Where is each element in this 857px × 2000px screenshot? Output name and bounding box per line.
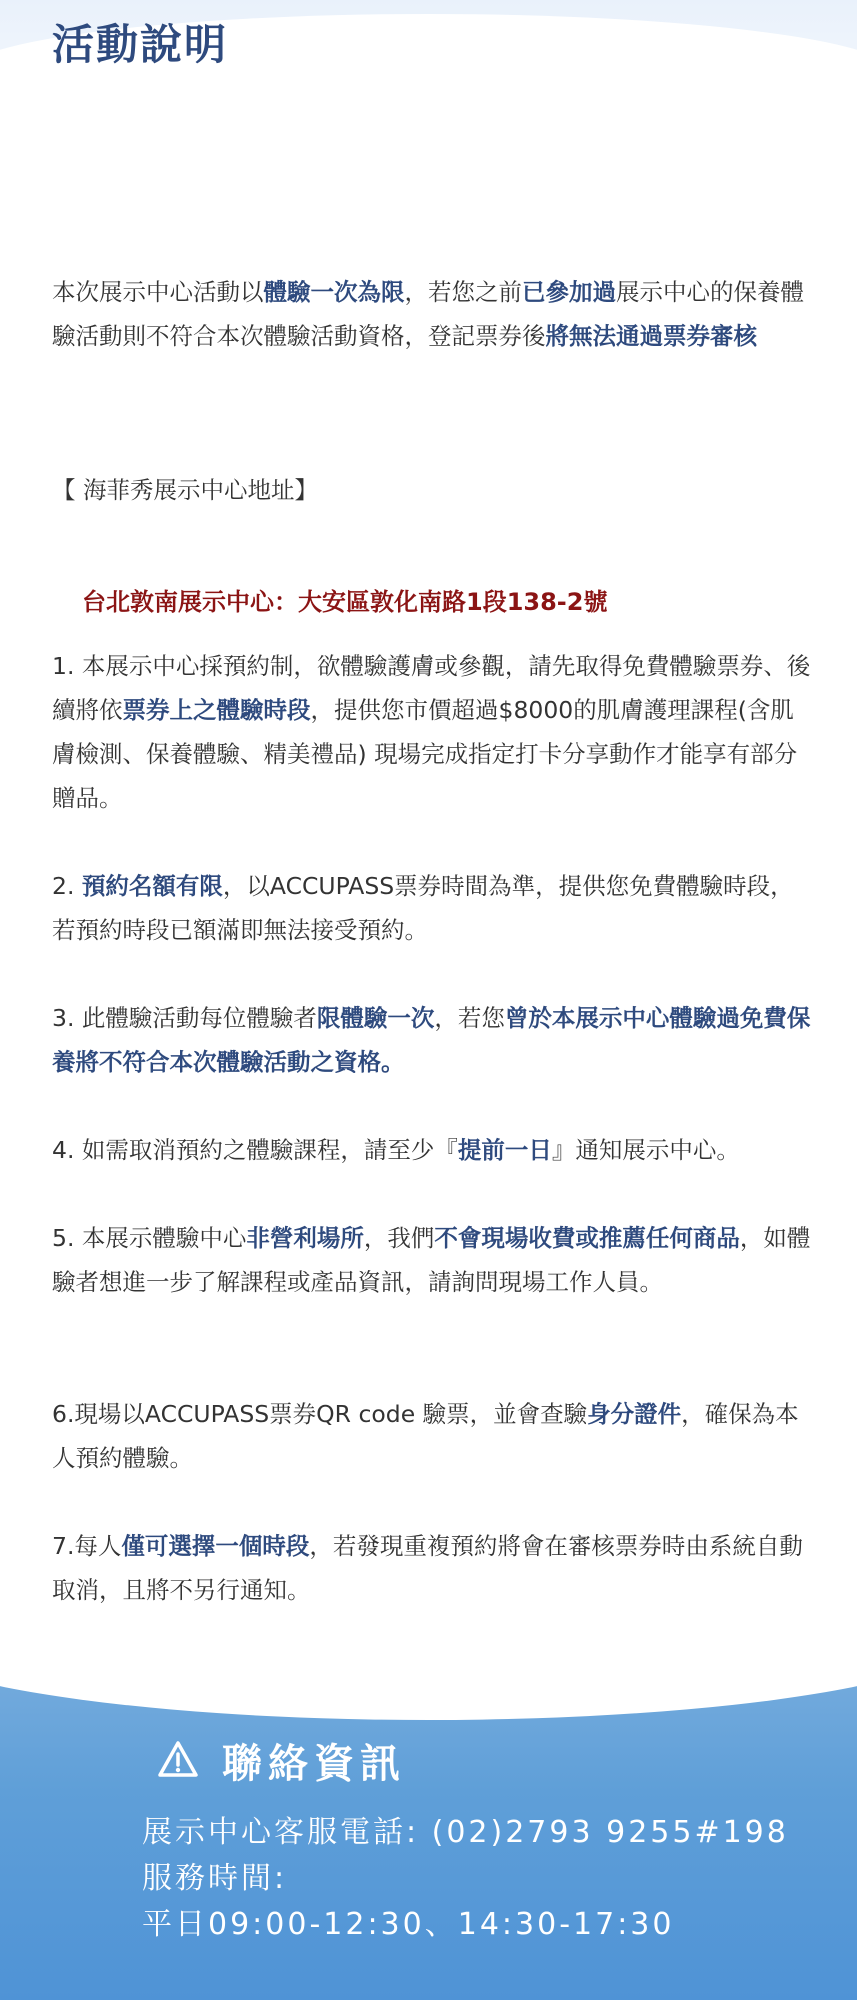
address-line: 台北敦南展示中心：大安區敦化南路1段138-2號 [82, 588, 608, 616]
rule-item-5: 5. 本展示體驗中心非營利場所，我們不會現場收費或推薦任何商品，如體驗者想進一步了解課程或產品資訊，請詢問現場工作人員。 [52, 1224, 811, 1296]
contact-title: 聯絡資訊 [222, 1740, 406, 1787]
address-heading: 【 海菲秀展示中心地址】 [52, 476, 318, 504]
contact-hours-label: 服務時間: [142, 1861, 288, 1896]
contact-header [156, 1730, 406, 1790]
intro-paragraph-2: 本次展示中心活動以體驗一次為限，若您之前已參加過展示中心的保養體驗活動則不符合本次體驗活動資格，登記票券後將無法通過票券審核 [52, 278, 804, 350]
rule-item-2: 2. 預約名額有限，以ACCUPASS票券時間為準，提供您免費體驗時段，若預約時段已額滿即無法接受預約。 [52, 872, 794, 944]
warning-triangle-icon [156, 1738, 200, 1782]
rule-item-3: 3. 此體驗活動每位體驗者限體驗一次，若您曾於本展示中心體驗過免費保養將不符合本次體驗活動之資格。 [52, 1004, 811, 1076]
rule-item-4: 4. 如需取消預約之體驗課程，請至少『提前一日』通知展示中心。 [52, 1136, 740, 1164]
page-title: 活動說明 [52, 20, 229, 69]
description-section [0, 0, 857, 76]
rule-item-6: 6.現場以ACCUPASS票券QR code 驗票，並會查驗身分證件，確保為本人預約體驗。 [52, 1400, 799, 1472]
rule-item-1: 1. 本展示中心採預約制，欲體驗護膚或參觀，請先取得免費體驗票券、後續將依票券上之體驗時段，提供您市價超過$8000的肌膚護理課程(含肌膚檢測、保養體驗、精美禮品) 現場完成指定打卡分享動作才能享有部分贈品。 [52, 652, 811, 812]
contact-hours: 平日09:00-12:30、14:30-17:30 [142, 1907, 675, 1942]
footer-wave [0, 1620, 857, 1720]
contact-details [142, 1810, 789, 1948]
rule-item-7: 7.每人僅可選擇一個時段，若發現重複預約將會在審核票券時由系統自動取消，且將不另行通知。 [52, 1532, 803, 1604]
contact-phone: 展示中心客服電話: (02)2793 9255#198 [142, 1815, 789, 1850]
